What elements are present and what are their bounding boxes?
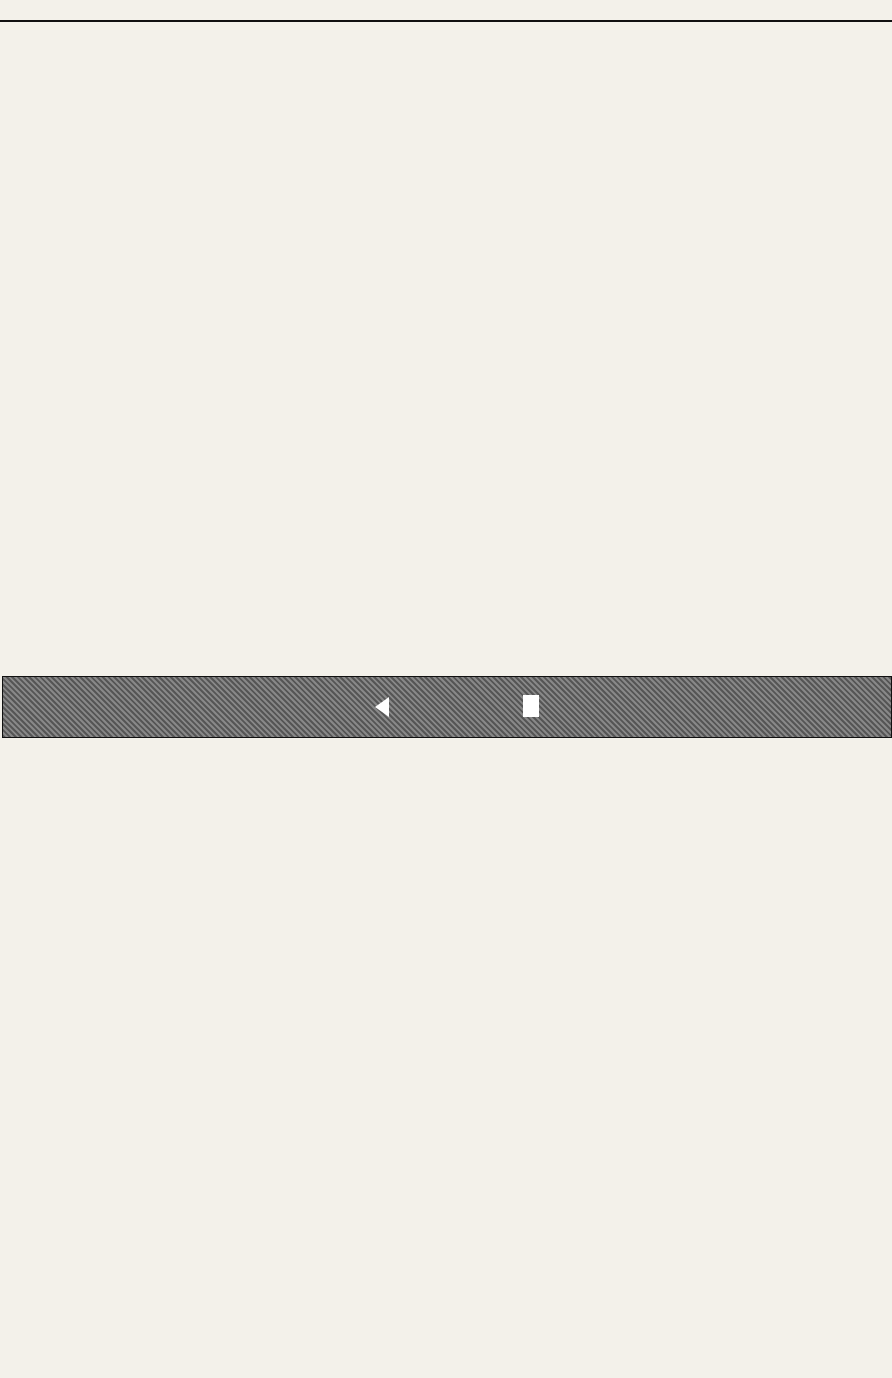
service-directory-columns (2, 740, 890, 1376)
advertisement-photo-strip (2, 676, 892, 738)
help-wanted-columns (2, 24, 890, 674)
arrow-left-icon (375, 697, 389, 717)
square-icon (523, 695, 539, 717)
running-header (0, 0, 892, 22)
